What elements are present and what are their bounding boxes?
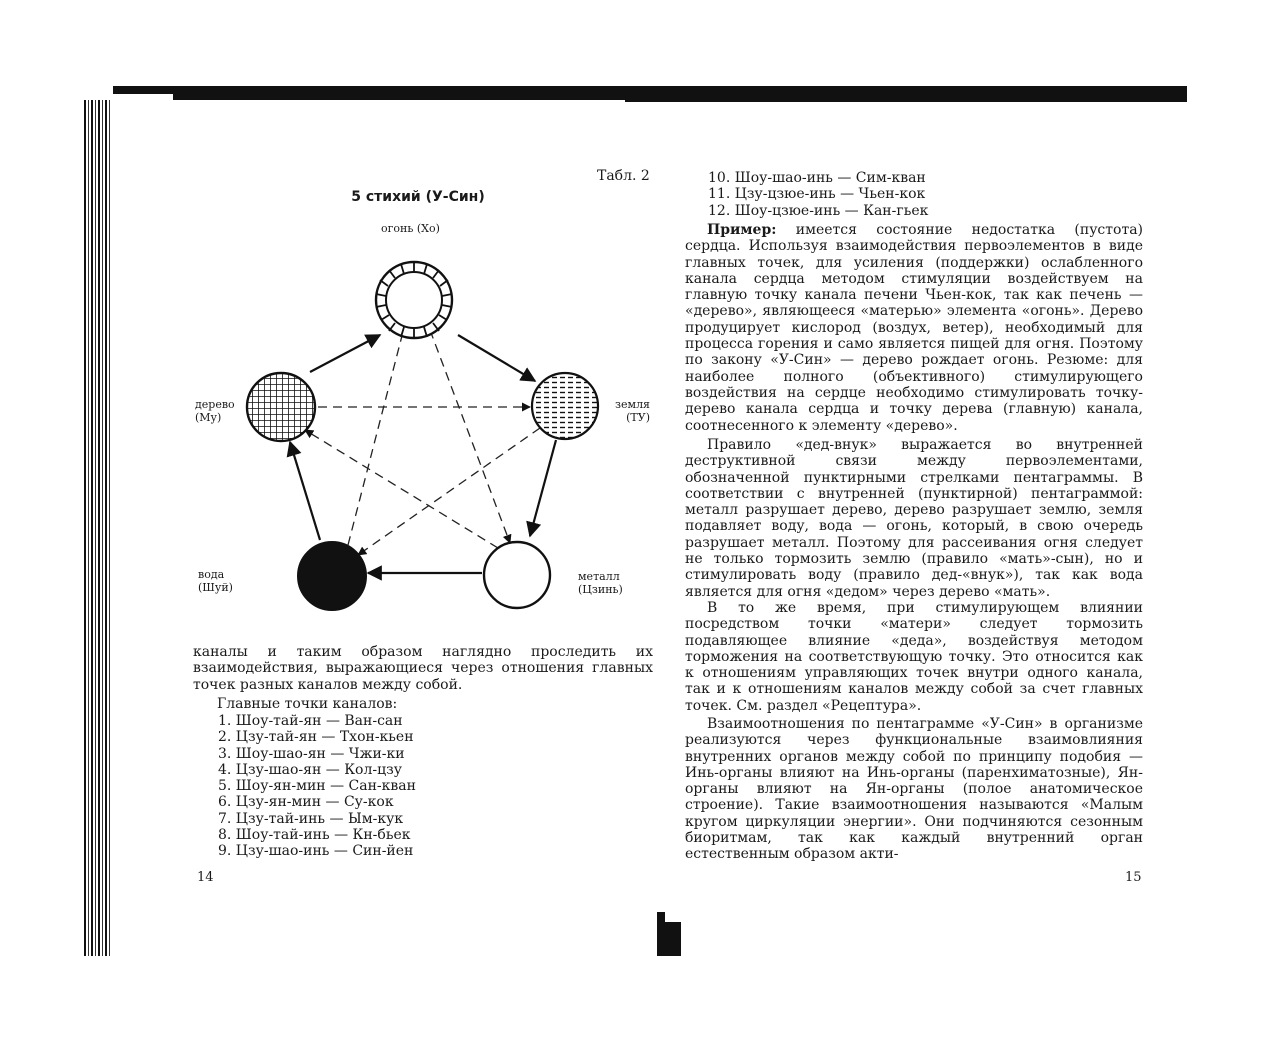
node-water [298, 542, 366, 610]
arrow-earth-water [358, 428, 540, 555]
arrow-fire-earth [458, 335, 535, 381]
label-earth-name: земля [615, 398, 650, 411]
arrow-water-fire [348, 328, 404, 545]
paragraph-inhibition: В то же время, при стимулирующем влиянии посредством точки «матери» следует тормозить подавляющее влияние «деда», воздействуя методом торможения на соответствующую точку. Это относится как к отношениям управляющих точек внутри одного канала, так и к отношениям каналов между собой за счет главных точек. См. раздел «Рецептура». [685, 600, 1143, 714]
example-text: имеется состояние недостатка (пустота) сердца. Используя взаимодействия первоэлементов в виде главных точек, для усиления (поддержки) ослабленного канала сердца методом стимуляции воздействуем на главную точку канала печени Чьен-кок, так как печень — «дерево», являющееся «матерью» элемента «огонь». Дерево продуцирует кислород (воздух, ветер), необходимый для процесса горения и само является пищей для огня. Поэтому по закону «У-Син» — дерево рождает огонь. Резюме: для наиболее полного (объективного) стимулирующего воздействия на сердце необходимо стимулировать точку-дерево канала сердца и точку дерева (главную) канала, соотнесенного к элементу «дерево». [685, 222, 1144, 434]
label-water-name: вода [198, 568, 225, 581]
points-heading: Главные точки каналов: [217, 696, 398, 712]
node-earth [532, 373, 598, 439]
list-item: 10. Шоу-шао-инь — Сим-кван [708, 170, 926, 186]
node-wood [247, 373, 315, 441]
arrow-fire-metal [430, 330, 510, 543]
label-metal-name: металл [578, 570, 620, 583]
node-metal [484, 542, 550, 608]
list-item: 11. Цзу-цзюе-инь — Чьен-кок [708, 186, 926, 203]
label-wood-name: дерево [195, 398, 235, 411]
paragraph-ded-vnuk: Правило «дед-внук» выражается во внутренней деструктивной связи между первоэлементами, обозначенной пунктирными стрелками пентаграммы. В соответствии с внутренней (пунктирной) пентаграммой: металл разрушает дерево, дерево разрушает землю, земля подавляет воду, вода — огонь, который, в свою очередь разрушает металл. Поэтому для рассеивания огня следует не только тормозить землю (правило «мать»-сын), но и стимулировать воду (правило дед-«внук»), так как вода является для огня «дедом» через дерево «мать». [685, 437, 1143, 600]
list-item: 5. Шоу-ян-мин — Сан-кван [218, 778, 416, 795]
example-label: Пример: [707, 222, 777, 238]
page-number-right: 15 [1125, 870, 1142, 885]
spine-mark [657, 922, 681, 956]
label-wood-pinyin: (Му) [195, 411, 222, 424]
label-earth-pinyin: (ТУ) [626, 411, 650, 424]
scan-top-edge-left [113, 86, 627, 100]
list-item: 2. Цзу-тай-ян — Тхон-кьен [218, 729, 414, 746]
list-item: 3. Шоу-шао-ян — Чжи-ки [218, 745, 405, 762]
scan-top-edge-right [625, 86, 1187, 102]
list-item: 6. Цзу-ян-мин — Су-кок [218, 794, 394, 811]
label-fire: огонь (Хо) [381, 222, 440, 235]
list-item: 7. Цзу-тай-инь — Ым-кук [218, 810, 404, 827]
scan-page-edge [84, 100, 110, 956]
page-number-left: 14 [197, 870, 214, 885]
arrow-wood-fire [310, 335, 380, 372]
list-item: 1. Шоу-тай-ян — Ван-сан [218, 713, 403, 729]
points-list-left [218, 713, 416, 860]
label-water-pinyin: (Шуй) [198, 581, 233, 594]
label-metal-pinyin: (Цзинь) [578, 583, 623, 596]
table-label: Табл. 2 [597, 168, 650, 184]
paragraph-small-circle: Взаимоотношения по пентаграмме «У-Син» в организме реализуются через функциональные взаимовлияния внутренних органов между собой по принципу подобия — Инь-органы влияют на Инь-органы (паренхиматозные), Ян-органы влияют на Ян-органы (полое анатомическое строение). Такие взаимоотношения называются «Малым кругом циркуляции энергии». Они подчиняются сезонным биоритмам, так как каждый внутренний орган естественным образом акти- [685, 716, 1143, 863]
list-item: 4. Цзу-шао-ян — Кол-цзу [218, 761, 402, 778]
node-fire [376, 262, 452, 338]
list-item: 12. Шоу-цзюе-инь — Кан-гьек [708, 202, 929, 219]
figure-title: 5 стихий (У-Син) [351, 189, 485, 205]
arrow-metal-wood [305, 430, 498, 548]
five-elements-diagram [190, 240, 660, 620]
left-paragraph: каналы и таким образом наглядно проследить их взаимодействия, выражающиеся через отношения главных точек разных каналов между собой. [193, 644, 653, 693]
list-item: 9. Цзу-шао-инь — Син-йен [218, 843, 414, 860]
arrow-earth-metal [530, 440, 556, 536]
example-paragraph [685, 222, 1143, 434]
arrow-water-wood [290, 442, 320, 540]
points-list-right [708, 170, 928, 219]
list-item: 8. Шоу-тай-инь — Кн-бьек [218, 827, 411, 844]
